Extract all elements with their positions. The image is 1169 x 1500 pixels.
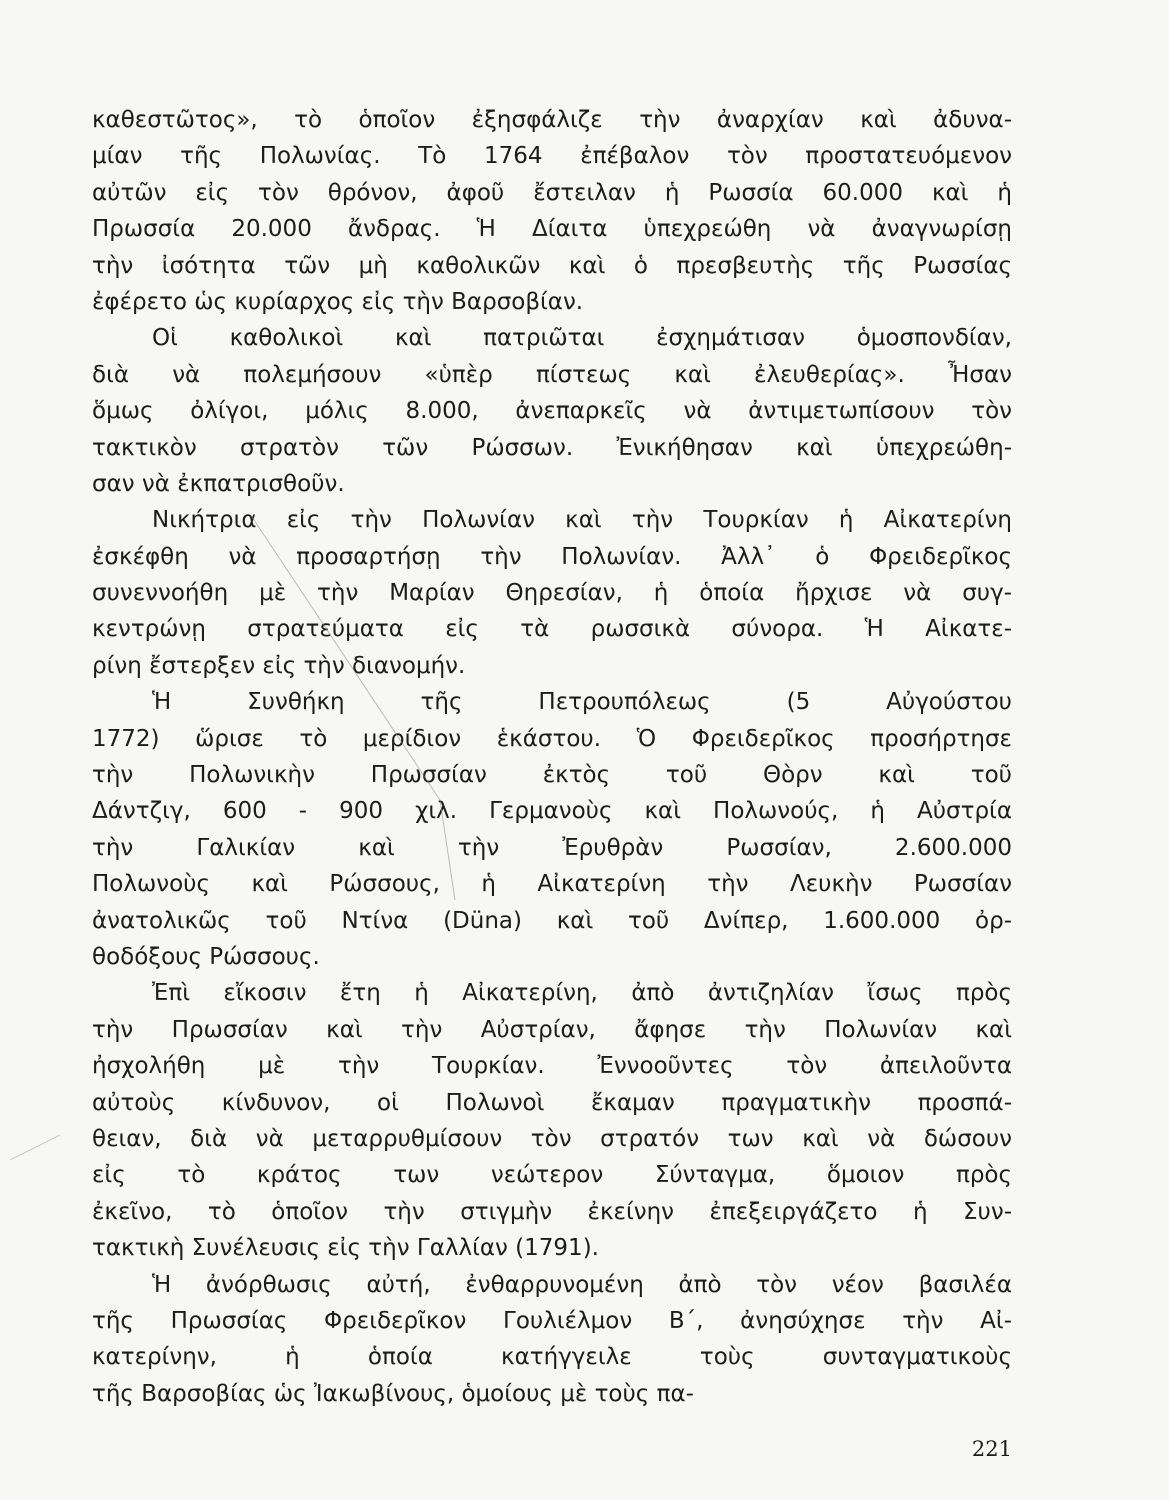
text-line: τακτικὸν στρατὸν τῶν Ρώσσων. Ἐνικήθησαν καὶ ὑπεχρεώθη- [92, 434, 1012, 461]
text-line: εἰς τὸ κράτος των νεώτερον Σύνταγμα, ὅμοιον πρὸς [92, 1162, 1012, 1189]
text-line: 1772) ὥρισε τὸ μερίδιον ἑκάστου. Ὁ Φρειδερῖκος προσήρτησε [92, 725, 1012, 752]
text-line: Δάντζιγ, 600 - 900 χιλ. Γερμανοὺς καὶ Πολωνούς, ἡ Αὐστρία [92, 798, 1012, 825]
text-line: αὐτῶν εἰς τὸν θρόνον, ἀφοῦ ἔστειλαν ἡ Ρωσσία 60.000 καὶ ἡ [92, 179, 1012, 206]
text-line: συνεννοήθη μὲ τὴν Μαρίαν Θηρεσίαν, ἡ ὁποία ἤρχισε νὰ συγ- [92, 580, 1012, 607]
text-line: τὴν Γαλικίαν καὶ τὴν Ἐρυθρὰν Ρωσσίαν, 2.600.000 [92, 834, 1012, 861]
text-line: τακτικὴ Συνέλευσις εἰς τὴν Γαλλίαν (1791). [92, 1235, 599, 1262]
text-line: Οἱ καθολικοὶ καὶ πατριῶται ἐσχημάτισαν ὁμοσπονδίαν, [152, 325, 1012, 352]
text-line: ἠσχολήθη μὲ τὴν Τουρκίαν. Ἐννοοῦντες τὸν ἀπειλοῦντα [92, 1053, 1012, 1080]
page-number: 221 [971, 1437, 1012, 1461]
text-line: Νικήτρια εἰς τὴν Πολωνίαν καὶ τὴν Τουρκίαν ἡ Αἰκατερίνη [152, 507, 1012, 534]
text-line: τὴν Πολωνικὴν Πρωσσίαν ἐκτὸς τοῦ Θὸρν καὶ τοῦ [92, 762, 1012, 789]
text-line: τῆς Πρωσσίας Φρειδερῖκον Γουλιέλμον Β΄, ἀνησύχησε τὴν Αἰ- [92, 1307, 1012, 1334]
body-text [92, 102, 1012, 1412]
text-line: ὅμως ὀλίγοι, μόλις 8.000, ἀνεπαρκεῖς νὰ ἀντιμετωπίσουν τὸν [92, 398, 1012, 425]
text-line: μίαν τῆς Πολωνίας. Τὸ 1764 ἐπέβαλον τὸν προστατευόμενον [92, 143, 1012, 170]
text-line: Πρωσσία 20.000 ἄνδρας. Ἡ Δίαιτα ὑπεχρεώθη νὰ ἀναγνωρίσῃ [92, 216, 1012, 243]
text-line: κεντρώνῃ στρατεύματα εἰς τὰ ρωσσικὰ σύνορα. Ἡ Αἰκατε- [92, 616, 1012, 643]
text-line: ἐκεῖνο, τὸ ὁποῖον τὴν στιγμὴν ἐκείνην ἐπεξειργάζετο ἡ Συν- [92, 1198, 1012, 1225]
text-line: θοδόξους Ρώσσους. [92, 943, 320, 970]
text-line: τὴν ἰσότητα τῶν μὴ καθολικῶν καὶ ὁ πρεσβευτὴς τῆς Ρωσσίας [92, 252, 1012, 279]
text-line: ἐφέρετο ὡς κυρίαρχος εἰς τὴν Βαρσοβίαν. [92, 288, 584, 315]
text-line: κατερίνην, ἡ ὁποία κατήγγειλε τοὺς συνταγματικοὺς [92, 1344, 1012, 1371]
text-line: ἀνατολικῶς τοῦ Ντίνα (Düna) καὶ τοῦ Δνίπερ, 1.600.000 ὀρ- [92, 907, 1012, 934]
text-line: Ἡ Συνθήκη τῆς Πετρουπόλεως (5 Αὐγούστου [152, 689, 1012, 716]
text-line: Πολωνοὺς καὶ Ρώσσους, ἡ Αἰκατερίνη τὴν Λευκὴν Ρωσσίαν [92, 871, 1012, 898]
text-line: τὴν Πρωσσίαν καὶ τὴν Αὐστρίαν, ἄφησε τὴν Πολωνίαν καὶ [92, 1016, 1012, 1043]
text-line: θειαν, διὰ νὰ μεταρρυθμίσουν τὸν στρατόν των καὶ νὰ δώσουν [92, 1125, 1012, 1152]
text-line: ρίνη ἔστερξεν εἰς τὴν διανομήν. [92, 652, 466, 679]
text-line: διὰ νὰ πολεμήσουν «ὑπὲρ πίστεως καὶ ἐλευθερίας». Ἦσαν [92, 361, 1012, 388]
text-line: ἐσκέφθη νὰ προσαρτήσῃ τὴν Πολωνίαν. Ἀλλ᾿ ὁ Φρειδερῖκος [92, 543, 1012, 570]
text-line: τῆς Βαρσοβίας ὡς Ἰακωβίνους, ὁμοίους μὲ τοὺς πα- [92, 1380, 694, 1407]
text-line: Ἐπὶ εἴκοσιν ἔτη ἡ Αἰκατερίνη, ἀπὸ ἀντιζηλίαν ἴσως πρὸς [152, 980, 1012, 1007]
text-line: σαν νὰ ἐκπατρισθοῦν. [92, 470, 345, 497]
text-line: καθεστῶτος», τὸ ὁποῖον ἐξησφάλιζε τὴν ἀναρχίαν καὶ ἀδυνα- [92, 107, 1012, 133]
text-line: αὐτοὺς κίνδυνον, οἱ Πολωνοὶ ἔκαμαν πραγματικὴν προσπά- [92, 1089, 1012, 1116]
text-line: Ἡ ἀνόρθωσις αὐτή, ἐνθαρρυνομένη ἀπὸ τὸν νέον βασιλέα [152, 1271, 1012, 1298]
